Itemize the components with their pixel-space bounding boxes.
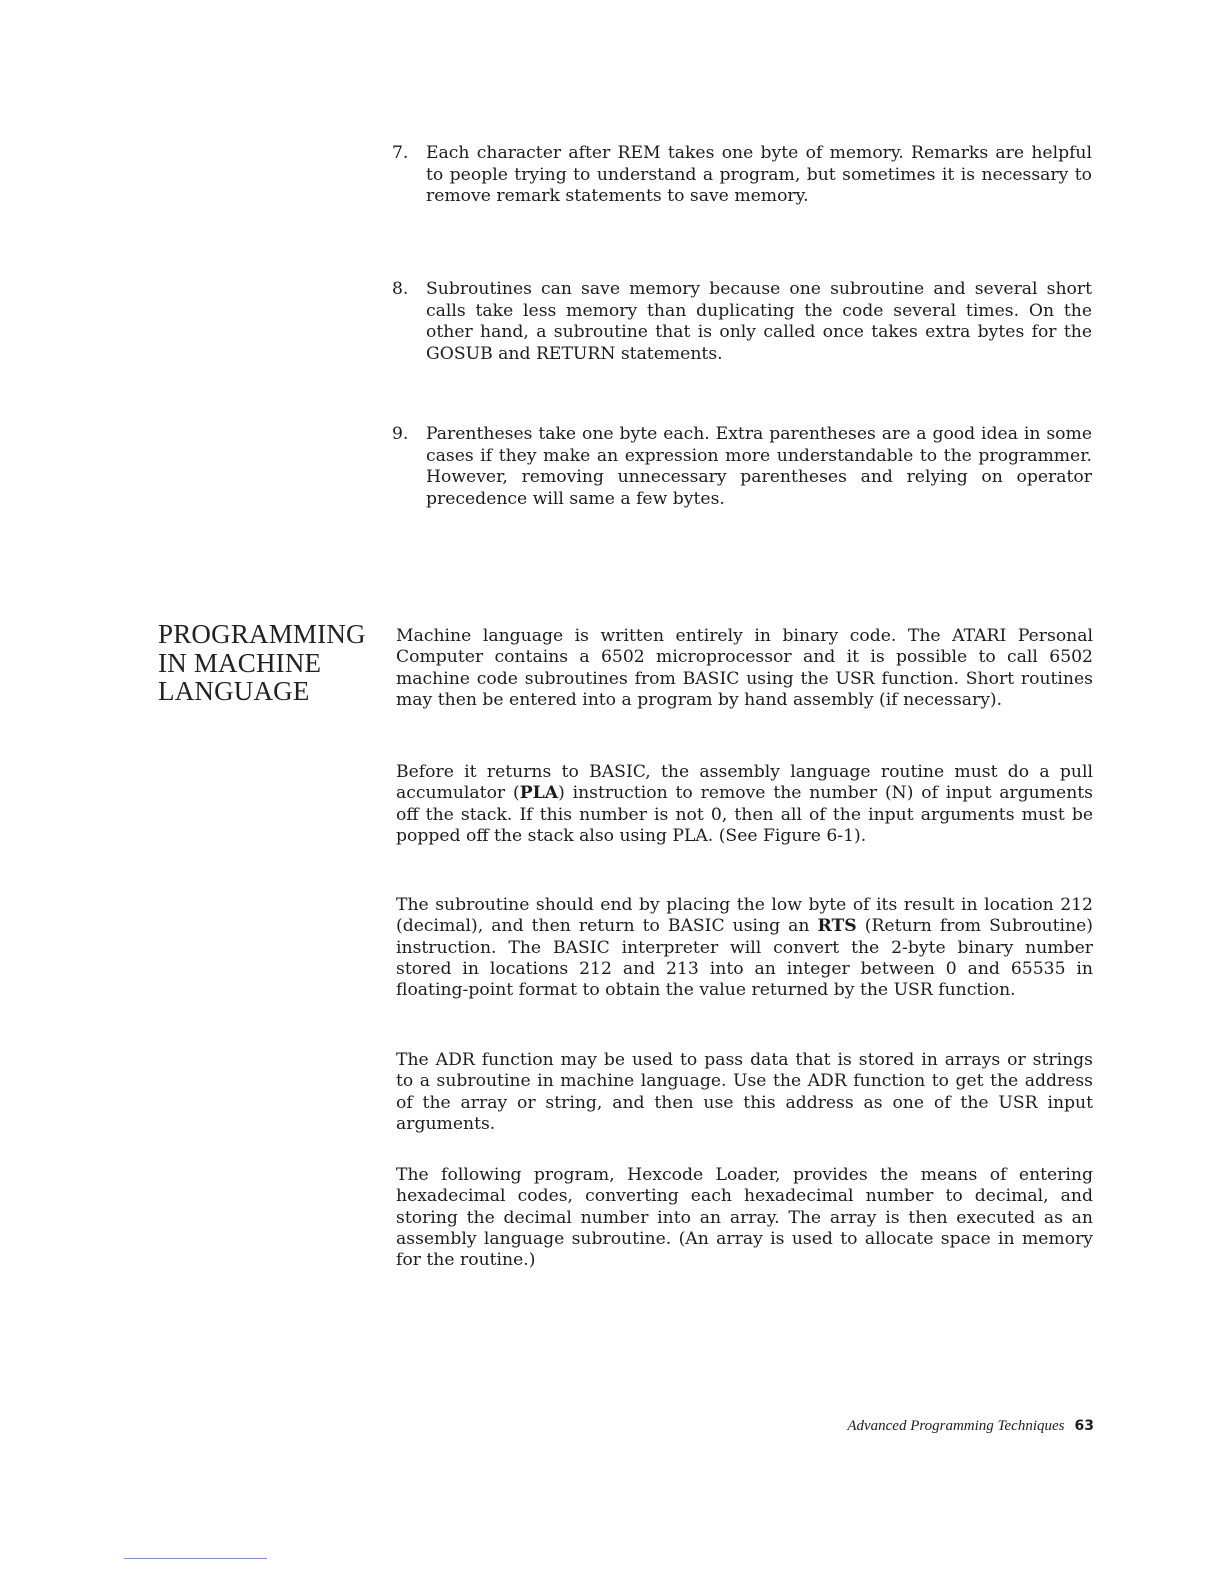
list-item-text: Subroutines can save memory because one subroutine and several short calls take less memory than duplicating the code several times. On the other hand, a subroutine that is only called once takes extra bytes for the GOSUB and RETURN statements. xyxy=(426,279,1092,364)
paragraph-rts xyxy=(396,895,1093,1001)
paragraph-adr: The ADR function may be used to pass data that is stored in arrays or strings to a subroutine in machine language. Use the ADR function to get the address of the array or string, and then use this address as one of the USR input arguments. xyxy=(396,1050,1093,1134)
paragraph-pla xyxy=(396,762,1093,847)
section-heading xyxy=(158,620,388,706)
list-item-number: 7. xyxy=(392,143,409,163)
list-item-7 xyxy=(392,143,1092,208)
bold-term-pla: PLA xyxy=(519,783,559,804)
text-run: The subroutine should end by placing the low byte of its result in location 212 (decimal), and then return to BASIC using an xyxy=(396,895,1093,937)
text-run: ) instruction to remove the number (N) of input arguments off the stack. If this number is not 0, then all of the input arguments must be popped off the stack also using PLA. (See Figure 6-1). xyxy=(396,783,1093,846)
list-item-number: 9. xyxy=(392,424,409,444)
list-item-text: Each character after REM takes one byte of memory. Remarks are helpful to people trying to understand a program, but sometimes it is necessary to remove remark statements to save memory. xyxy=(426,143,1092,206)
bottom-rule xyxy=(124,1558,267,1559)
list-item-9 xyxy=(392,424,1092,510)
list-item-8 xyxy=(392,279,1092,365)
list-item-text: Parentheses take one byte each. Extra parentheses are a good idea in some cases if they make an expression more understandable to the programmer. However, removing unnecessary parentheses and relying on operator precedence will same a few bytes. xyxy=(426,424,1092,509)
section-heading-line: LANGUAGE xyxy=(158,676,310,706)
paragraph-machine-language: Machine language is written entirely in binary code. The ATARI Personal Computer contains a 6502 microprocessor and it is possible to call 6502 machine code subroutines from BASIC using the USR function. Short routines may then be entered into a program by hand assembly (if necessary). xyxy=(396,626,1093,710)
text-run: Before it returns to BASIC, the assembly language routine must do a pull accumulator ( xyxy=(396,762,1093,804)
paragraph-hexcode-loader: The following program, Hexcode Loader, provides the means of entering hexadecimal codes, converting each hexadecimal number to decimal, and storing the decimal number into an array. The array is then executed as an assembly language subroutine. (An array is used to allocate space in memory for the routine.) xyxy=(396,1165,1093,1271)
section-heading-line: PROGRAMMING xyxy=(158,619,366,649)
text-run: (Return from Subroutine) instruction. The BASIC interpreter will convert the 2-byte binary number stored in locations 212 and 213 into an integer between 0 and 65535 in floating-point format to obtain the value returned by the USR function. xyxy=(396,916,1093,1001)
section-heading-line: IN MACHINE xyxy=(158,647,322,678)
page-footer xyxy=(847,1418,1094,1435)
list-item-number: 8. xyxy=(392,279,409,299)
running-title: Advanced Programming Techniques xyxy=(847,1418,1065,1434)
page-number: 63 xyxy=(1074,1418,1094,1434)
bold-term-rts: RTS xyxy=(817,916,857,937)
